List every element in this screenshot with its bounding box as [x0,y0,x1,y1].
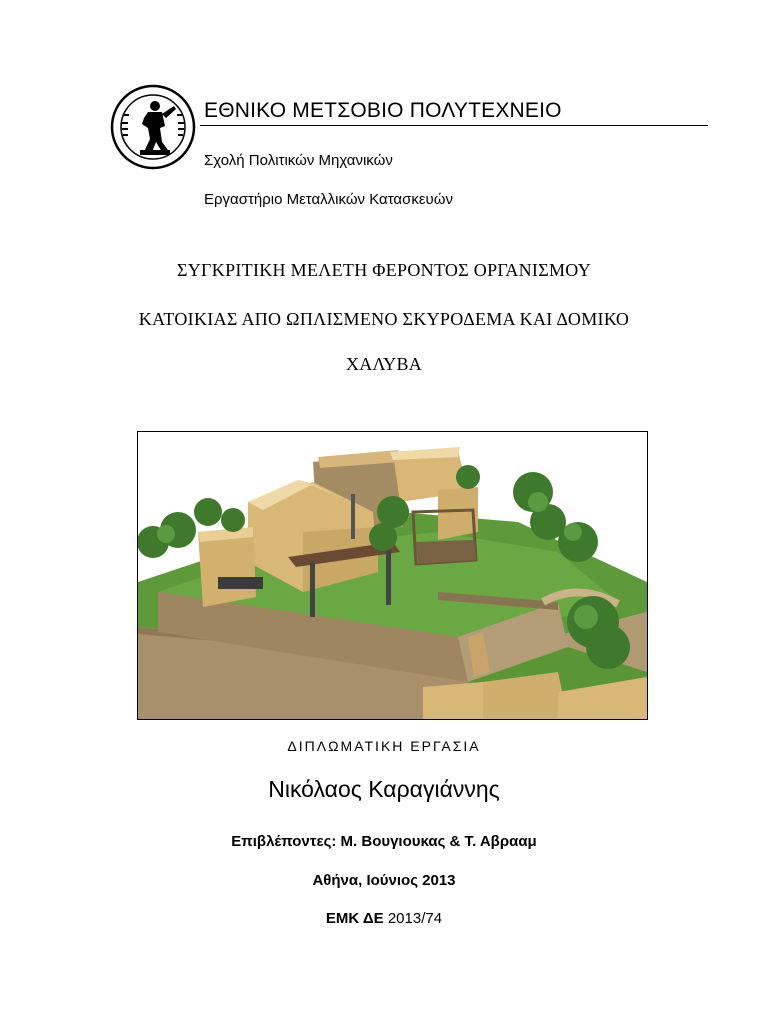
thesis-title-line-3: ΧΑΛΥΒΑ [345,354,423,374]
author-name: Νικόλαος Καραγιάννης [268,776,500,802]
document-type: ΔΙΠΛΩΜΑΤΙΚΗ ΕΡΓΑΣΙΑ [287,738,481,754]
place-and-date: Αθήνα, Ιούνιος 2013 [312,872,456,889]
university-name: ΕΘΝΙΚΟ ΜΕΤΣΟΒΙΟ ΠΟΛΥΤΕΧΝΕΙΟ [204,99,562,122]
university-logo [110,84,196,170]
laboratory-name: Εργαστήριο Μεταλλικών Κατασκευών [204,191,453,208]
header-rule [200,125,708,126]
thesis-title-line-2: ΚΑΤΟΙΚΙΑΣ ΑΠΟ ΩΠΛΙΣΜΕΝΟ ΣΚΥΡΟΔΕΜΑ ΚΑΙ ΔΟΜΙΚΟ [138,309,630,329]
document-code-prefix: ΕΜΚ ΔΕ [325,910,384,927]
thesis-title-line-1: ΣΥΓΚΡΙΤΙΚΗ ΜΕΛΕΤΗ ΦΕΡΟΝΤΟΣ ΟΡΓΑΝΙΣΜΟΥ [176,260,592,280]
document-code [0,910,768,927]
document-code-number: 2013/74 [387,910,443,927]
school-name: Σχολή Πολιτικών Μηχανικών [204,152,393,169]
house-render-image [138,432,647,719]
supervisors: Επιβλέποντες: Μ. Βουγιουκας & Τ. Αβρααμ [231,833,537,850]
ntua-seal-icon [110,84,196,170]
house-render-figure [137,431,648,720]
